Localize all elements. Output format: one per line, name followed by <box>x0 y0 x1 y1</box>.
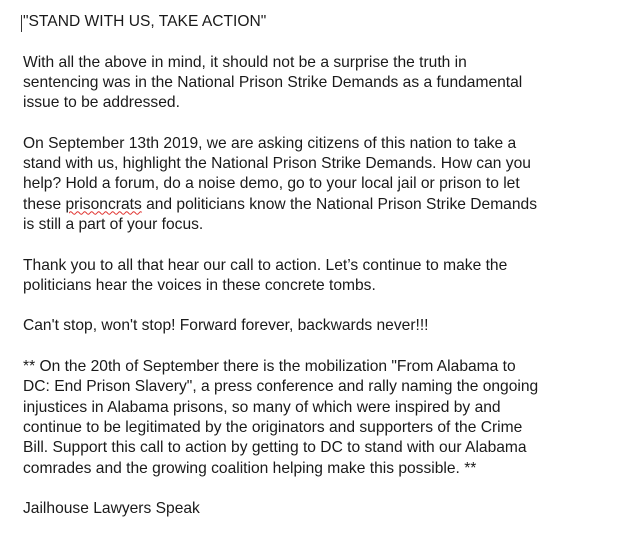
paragraph-september-13 <box>23 134 623 235</box>
heading: "STAND WITH US, TAKE ACTION" <box>23 13 267 30</box>
paragraph-september-20: ** On the 20th of September there is the mobilization "From Alabama to DC: End Prison Slavery", a press conference and rally naming the ongoing injustices in Alabama prisons, so many of which were inspired by and continue to be legitimated by the originators and supporters of the Crime Bill. Support this call to action by getting to DC to stand with our Alabama comrades and the growing coalition helping make this possible. ** <box>23 358 539 477</box>
document-body[interactable] <box>23 12 623 540</box>
paragraph-slogan: Can't stop, won't stop! Forward forever, backwards never!!! <box>23 317 429 335</box>
misspelled-word: prisoncrats <box>65 195 142 213</box>
paragraph-truth-in-sentencing: With all the above in mind, it should not be a surprise the truth in sentencing was in the National Prison Strike Demands as a fundamental issue to be addressed. <box>23 53 523 112</box>
paragraph-september-13-text-after: and politicians know the National Prison Strike Demands is still a part of your focus. <box>23 195 537 233</box>
paragraph-thank-you: Thank you to all that hear our call to action. Let’s continue to make the politicians hear the voices in these concrete tombs. <box>23 256 508 294</box>
paragraph-september-13-text-before: On September 13th 2019, we are asking citizens of this nation to take a stand with us, highlight the National Prison Strike Demands. How can you help? Hold a forum, do a noise demo, go to your local jail or prison to let these <box>23 134 531 213</box>
signature: Jailhouse Lawyers Speak <box>23 500 200 518</box>
text-cursor <box>21 15 22 32</box>
